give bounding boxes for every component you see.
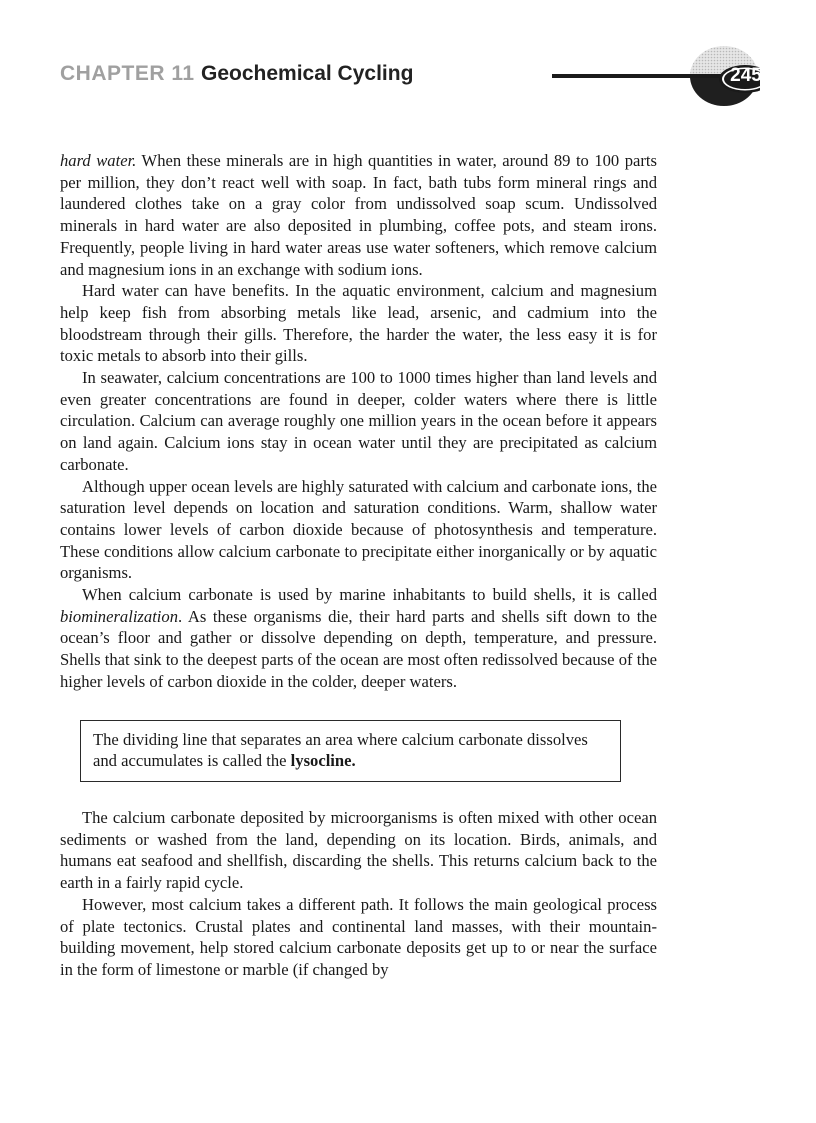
page-number: 245 [730, 65, 762, 86]
body-text [60, 150, 657, 981]
paragraph-5-text-after: . As these organisms die, their hard parts and shells sift down to the ocean’s floor and gather or dissolve depending on depth, temperature, and pressure. Shells that sink to the deepest parts of the ocean are most often redissolved because of the higher levels of carbon dioxide in the colder, deeper waters. [60, 606, 657, 691]
paragraph-5 [60, 584, 657, 693]
paragraph-5-text-before: When calcium carbonate is used by marine inhabitants to build shells, it is called [82, 585, 657, 605]
paragraph-7: However, most calcium takes a different path. It follows the main geological process of plate tectonics. Crustal plates and continental land masses, with their mountain-building movement, help stored calcium carbonate deposits get up to or near the surface in the form of limestone or marble (if changed by [60, 894, 657, 979]
paragraph-6: The calcium carbonate deposited by microorganisms is often mixed with other ocean sediments or washed from the land, depending on its location. Birds, animals, and humans eat seafood and shellfish, discarding the shells. This returns calcium back to the earth in a fairly rapid cycle. [60, 807, 657, 893]
term-hard-water: hard water. [60, 151, 137, 170]
paragraph-1-text: When these minerals are in high quantities in water, around 89 to 100 parts per million, they don’t react well with soap. In fact, bath tubs form mineral rings and laundered clothes take on a gray color from undissolved soap scum. Undissolved minerals in hard water are also deposited in plumbing, coffee pots, and steam irons. Frequently, people living in hard water areas use water softeners, which remove calcium and magnesium ions in an exchange with sodium ions. [60, 151, 657, 279]
paragraph-1 [60, 150, 657, 280]
chapter-title: Geochemical Cycling [201, 62, 414, 85]
paragraph-2: Hard water can have benefits. In the aquatic environment, calcium and magnesium help keep fish from absorbing metals like lead, arsenic, and cadmium into the bloodstream through their gills. Therefore, the harder the water, the less easy it is for toxic metals to absorb into their gills. [60, 281, 657, 366]
term-biomineralization: biomineralization [60, 606, 179, 626]
paragraph-3: In seawater, calcium concentrations are 100 to 1000 times higher than land levels and even greater concentrations are found in deeper, colder waters where there is little circulation. Calcium can average roughly one million years in the ocean before it appears on land again. Calcium ions stay in ocean water until they are precipitated as calcium carbonate. [60, 368, 657, 474]
callout-box [80, 720, 621, 782]
chapter-label: CHAPTER 11 [60, 62, 195, 85]
running-header [60, 58, 760, 102]
paragraph-4: Although upper ocean levels are highly saturated with calcium and carbonate ions, the saturation level depends on location and saturation conditions. Warm, shallow water contains lower levels of carbon dioxide because of photosynthesis and temperature. These conditions allow calcium carbonate to precipitate either inorganically or by aquatic organisms. [60, 476, 657, 583]
callout-text [93, 729, 610, 772]
term-lysocline: lysocline. [290, 751, 356, 771]
callout-body: The dividing line that separates an area where calcium carbonate dissolves and accumulates is called the [93, 729, 588, 771]
